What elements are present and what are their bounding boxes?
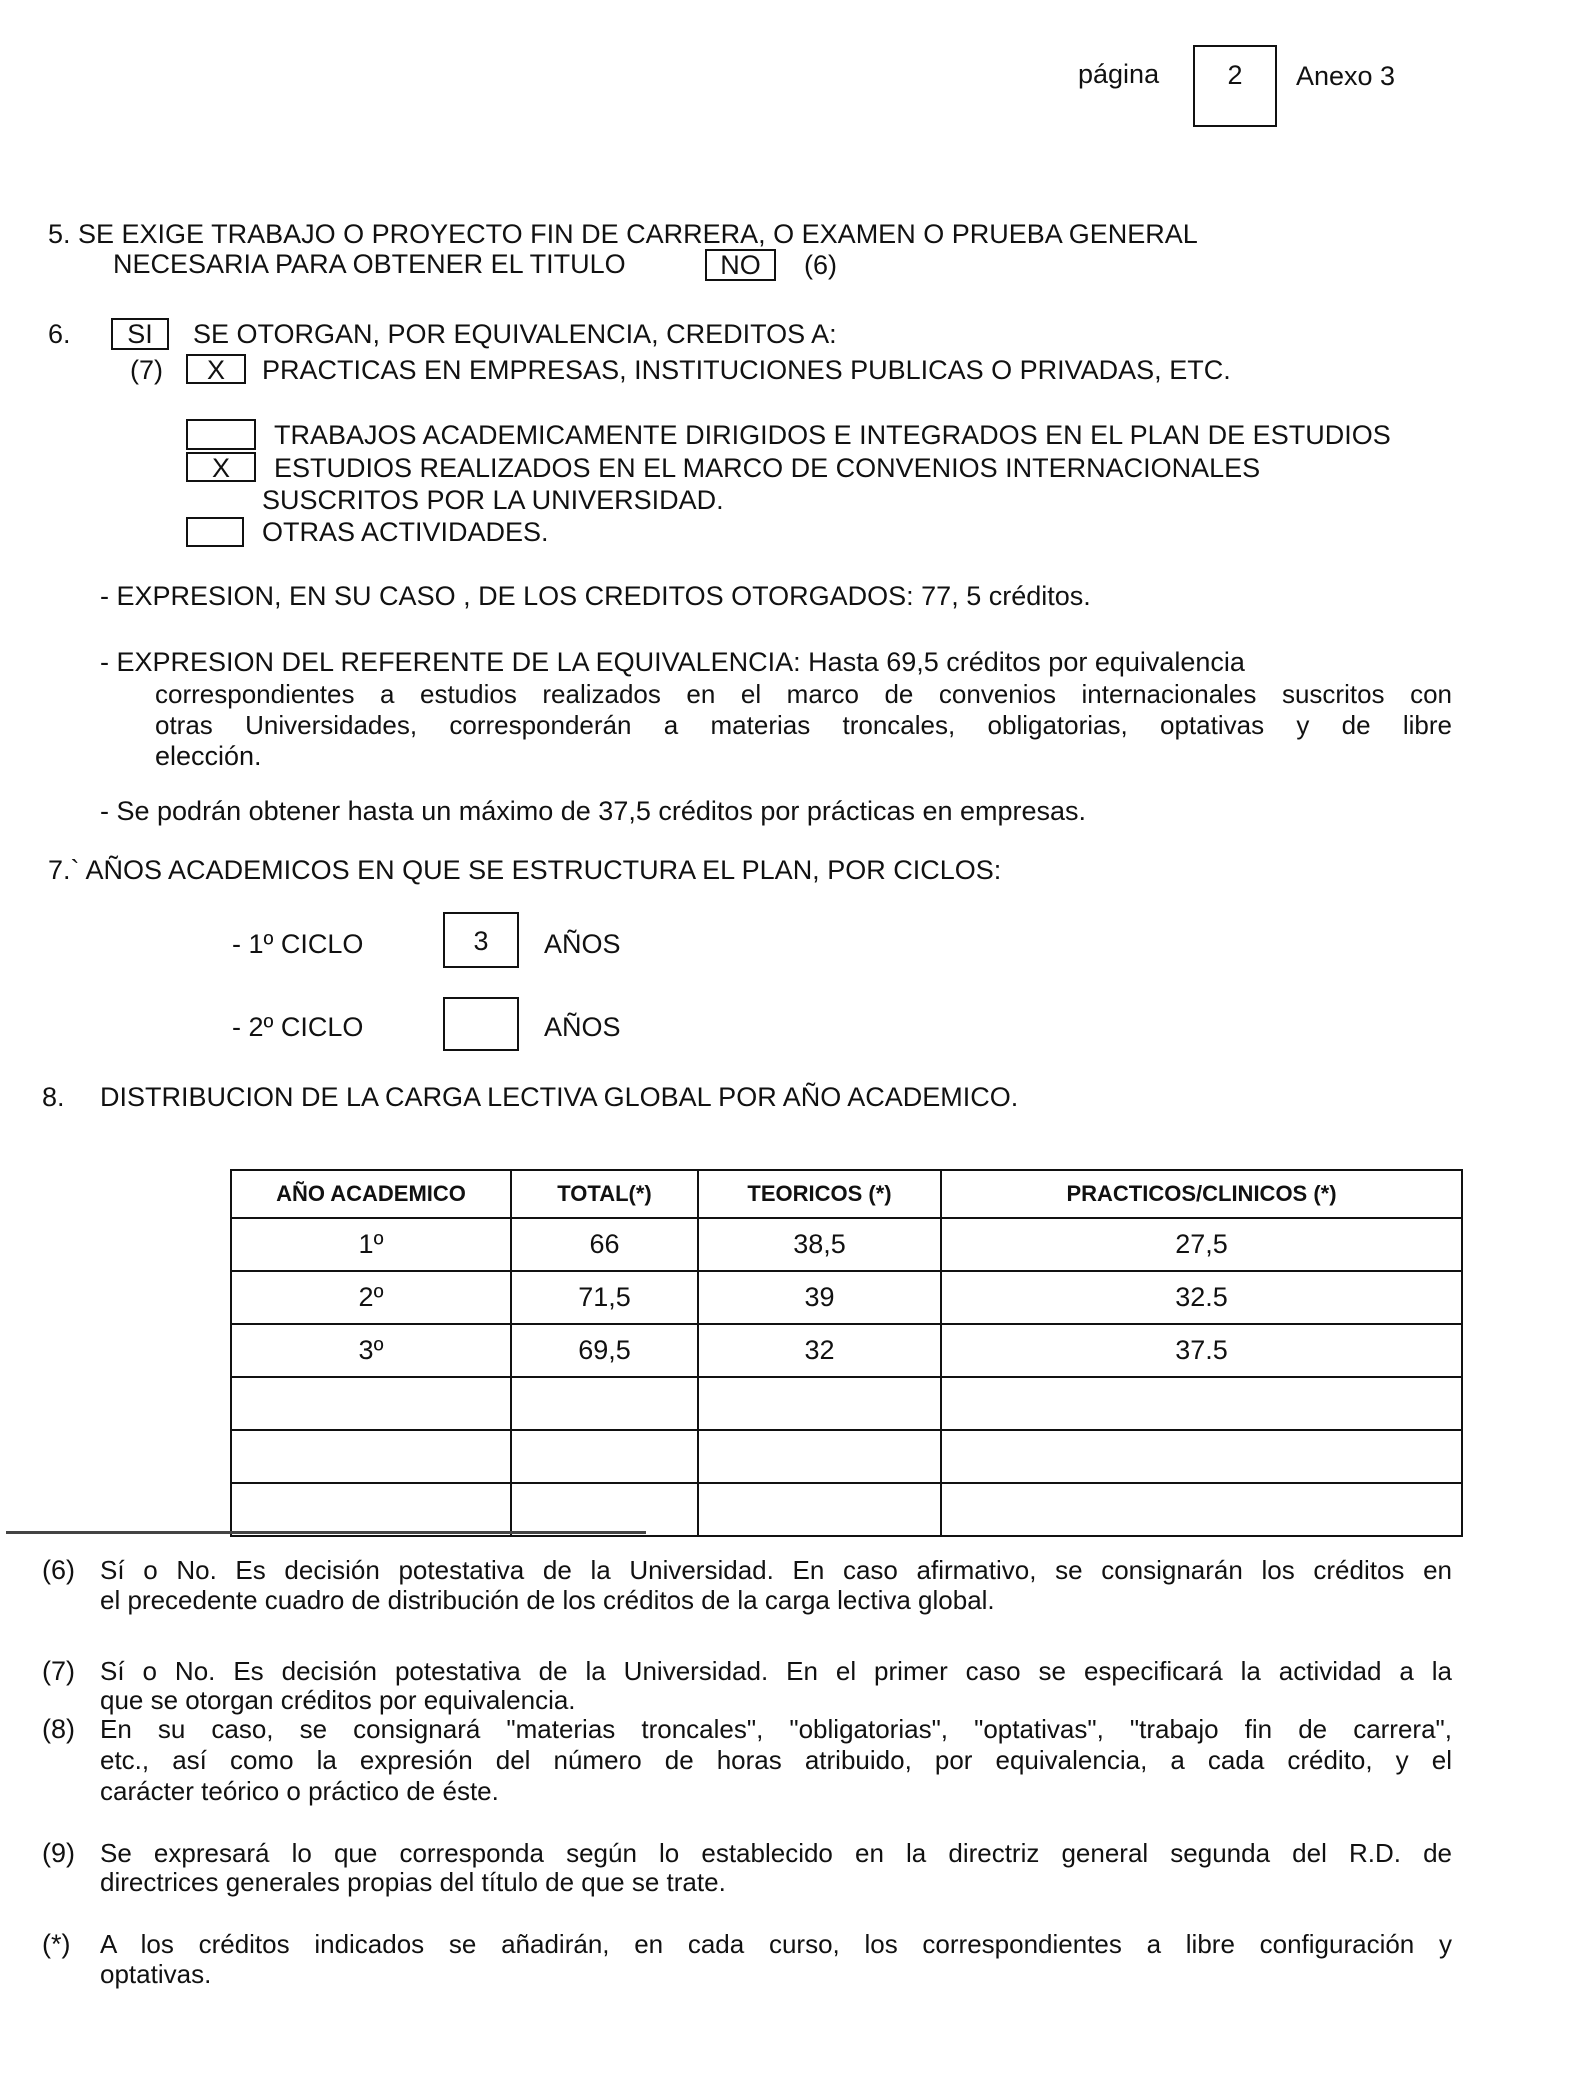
note-8-line2: etc., así como la expresión del número de horas atribuido, por equivalencia, a cada crédito, y el xyxy=(100,1745,1452,1775)
referente-line4: elección. xyxy=(155,741,262,771)
annex-label: Anexo 3 xyxy=(1296,61,1396,91)
option-2-label: TRABAJOS ACADEMICAMENTE DIRIGIDOS E INTEGRADOS EN EL PLAN DE ESTUDIOS xyxy=(274,420,1391,450)
note-6-line2: el precedente cuadro de distribución de los créditos de la carga lectiva global. xyxy=(100,1585,995,1615)
s5-line2: NECESARIA PARA OBTENER EL TITULO xyxy=(113,249,626,279)
ciclo1-years-label: AÑOS xyxy=(544,929,621,959)
page-number-box xyxy=(1193,45,1277,127)
option-3-label: ESTUDIOS REALIZADOS EN EL MARCO DE CONVENIOS INTERNACIONALES xyxy=(274,453,1261,483)
note-8-line1: En su caso, se consignará "materias troncales", "obligatorias", "optativas", "trabajo fin de carrera", xyxy=(100,1714,1452,1744)
option-1-checkbox[interactable] xyxy=(186,354,246,384)
s8-number: 8. xyxy=(42,1082,65,1112)
header-total: TOTAL(*) xyxy=(511,1170,698,1218)
ciclo1-years-box xyxy=(443,912,519,968)
table-cell xyxy=(941,1430,1462,1483)
table-cell xyxy=(698,1430,941,1483)
expresion-creditos: - EXPRESION, EN SU CASO , DE LOS CREDITOS OTORGADOS: 77, 5 créditos. xyxy=(100,581,1091,611)
header-ano-academico: AÑO ACADEMICO xyxy=(231,1170,511,1218)
note-star-label: (*) xyxy=(42,1929,71,1959)
table-cell xyxy=(511,1483,698,1536)
option-3-continuation: SUSCRITOS POR LA UNIVERSIDAD. xyxy=(262,485,724,515)
s6-answer-box xyxy=(111,318,169,350)
s8-heading: DISTRIBUCION DE LA CARGA LECTIVA GLOBAL POR AÑO ACADEMICO. xyxy=(100,1082,1019,1112)
s6-number: 6. xyxy=(48,319,71,349)
table-cell xyxy=(941,1377,1462,1430)
option-4-checkbox[interactable] xyxy=(186,517,244,547)
table-cell: 32 xyxy=(698,1324,941,1377)
table-cell xyxy=(698,1483,941,1536)
note-9-line1: Se expresará lo que corresponda según lo establecido en la directriz general segunda del R.D. de xyxy=(100,1838,1452,1868)
note-7-line2: que se otorgan créditos por equivalencia. xyxy=(100,1685,576,1715)
footnote-divider xyxy=(6,1531,646,1534)
ciclo1-years-value: 3 xyxy=(473,926,489,956)
note-7-line1: Sí o No. Es decisión potestativa de la Universidad. En el primer caso se especificará la actividad a la xyxy=(100,1656,1452,1686)
note-star-line1: A los créditos indicados se añadirán, en cada curso, los correspondientes a libre configuración y xyxy=(100,1929,1452,1959)
note-8-label: (8) xyxy=(42,1714,75,1744)
table-row xyxy=(231,1218,1462,1271)
table-cell: 71,5 xyxy=(511,1271,698,1324)
table-row xyxy=(231,1271,1462,1324)
referente-line2: correspondientes a estudios realizados en el marco de convenios internacionales suscritos con xyxy=(155,679,1452,709)
header-practicos-clinicos: PRACTICOS/CLINICOS (*) xyxy=(941,1170,1462,1218)
option-4-label: OTRAS ACTIVIDADES. xyxy=(262,517,549,547)
ciclo2-years-label: AÑOS xyxy=(544,1012,621,1042)
s5-note-ref: (6) xyxy=(804,250,837,280)
table-row xyxy=(231,1430,1462,1483)
ciclo2-label: - 2º CICLO xyxy=(232,1012,364,1042)
s6-heading: SE OTORGAN, POR EQUIVALENCIA, CREDITOS A: xyxy=(193,319,837,349)
option-1-label: PRACTICAS EN EMPRESAS, INSTITUCIONES PUBLICAS O PRIVADAS, ETC. xyxy=(262,355,1231,385)
s5-line1: 5. SE EXIGE TRABAJO O PROYECTO FIN DE CARRERA, O EXAMEN O PRUEBA GENERAL xyxy=(48,219,1198,249)
practicas-text: - Se podrán obtener hasta un máximo de 37,5 créditos por prácticas en empresas. xyxy=(100,796,1087,826)
note-8-line3: carácter teórico o práctico de éste. xyxy=(100,1776,499,1806)
table-row xyxy=(231,1324,1462,1377)
table-cell xyxy=(231,1483,511,1536)
table-cell: 3º xyxy=(231,1324,511,1377)
table-cell xyxy=(231,1377,511,1430)
table-cell xyxy=(231,1430,511,1483)
carga-lectiva-table xyxy=(230,1169,1463,1537)
referente-line1: - EXPRESION DEL REFERENTE DE LA EQUIVALENCIA: Hasta 69,5 créditos por equivalencia xyxy=(100,647,1245,677)
option-3-mark: X xyxy=(211,453,230,483)
header-teoricos: TEORICOS (*) xyxy=(698,1170,941,1218)
note-9-label: (9) xyxy=(42,1838,75,1868)
page-label: página xyxy=(1078,59,1160,89)
note-6-line1: Sí o No. Es decisión potestativa de la Universidad. En caso afirmativo, se consignarán los créditos en xyxy=(100,1555,1452,1585)
option-3-checkbox[interactable] xyxy=(186,452,256,482)
note-9-line2: directrices generales propias del título de que se trate. xyxy=(100,1867,726,1897)
table-row xyxy=(231,1483,1462,1536)
referente-line3: otras Universidades, corresponderán a materias troncales, obligatorias, optativas y de libre xyxy=(155,710,1452,740)
table-cell: 27,5 xyxy=(941,1218,1462,1271)
table-cell: 38,5 xyxy=(698,1218,941,1271)
s6-answer: SI xyxy=(127,319,153,349)
s5-answer-box xyxy=(705,249,776,281)
table-cell xyxy=(511,1377,698,1430)
table-row xyxy=(231,1377,1462,1430)
table-cell: 2º xyxy=(231,1271,511,1324)
table-cell xyxy=(698,1377,941,1430)
ciclo1-label: - 1º CICLO xyxy=(232,929,364,959)
table-cell: 39 xyxy=(698,1271,941,1324)
note-6-label: (6) xyxy=(42,1555,75,1585)
note-star-line2: optativas. xyxy=(100,1959,212,1989)
s7-heading: 7.` AÑOS ACADEMICOS EN QUE SE ESTRUCTURA EL PLAN, POR CICLOS: xyxy=(48,855,1002,885)
table-cell xyxy=(511,1430,698,1483)
table-header-row xyxy=(231,1170,1462,1218)
s6-note-ref: (7) xyxy=(130,355,163,385)
note-7-label: (7) xyxy=(42,1656,75,1686)
table-cell: 1º xyxy=(231,1218,511,1271)
option-2-checkbox[interactable] xyxy=(186,419,256,450)
table-cell: 66 xyxy=(511,1218,698,1271)
option-1-mark: X xyxy=(206,355,225,385)
table-cell xyxy=(941,1483,1462,1536)
ciclo2-years-box xyxy=(443,997,519,1051)
table-cell: 32.5 xyxy=(941,1271,1462,1324)
table-cell: 37.5 xyxy=(941,1324,1462,1377)
page-number: 2 xyxy=(1227,60,1243,90)
s5-answer: NO xyxy=(720,250,761,280)
table-cell: 69,5 xyxy=(511,1324,698,1377)
